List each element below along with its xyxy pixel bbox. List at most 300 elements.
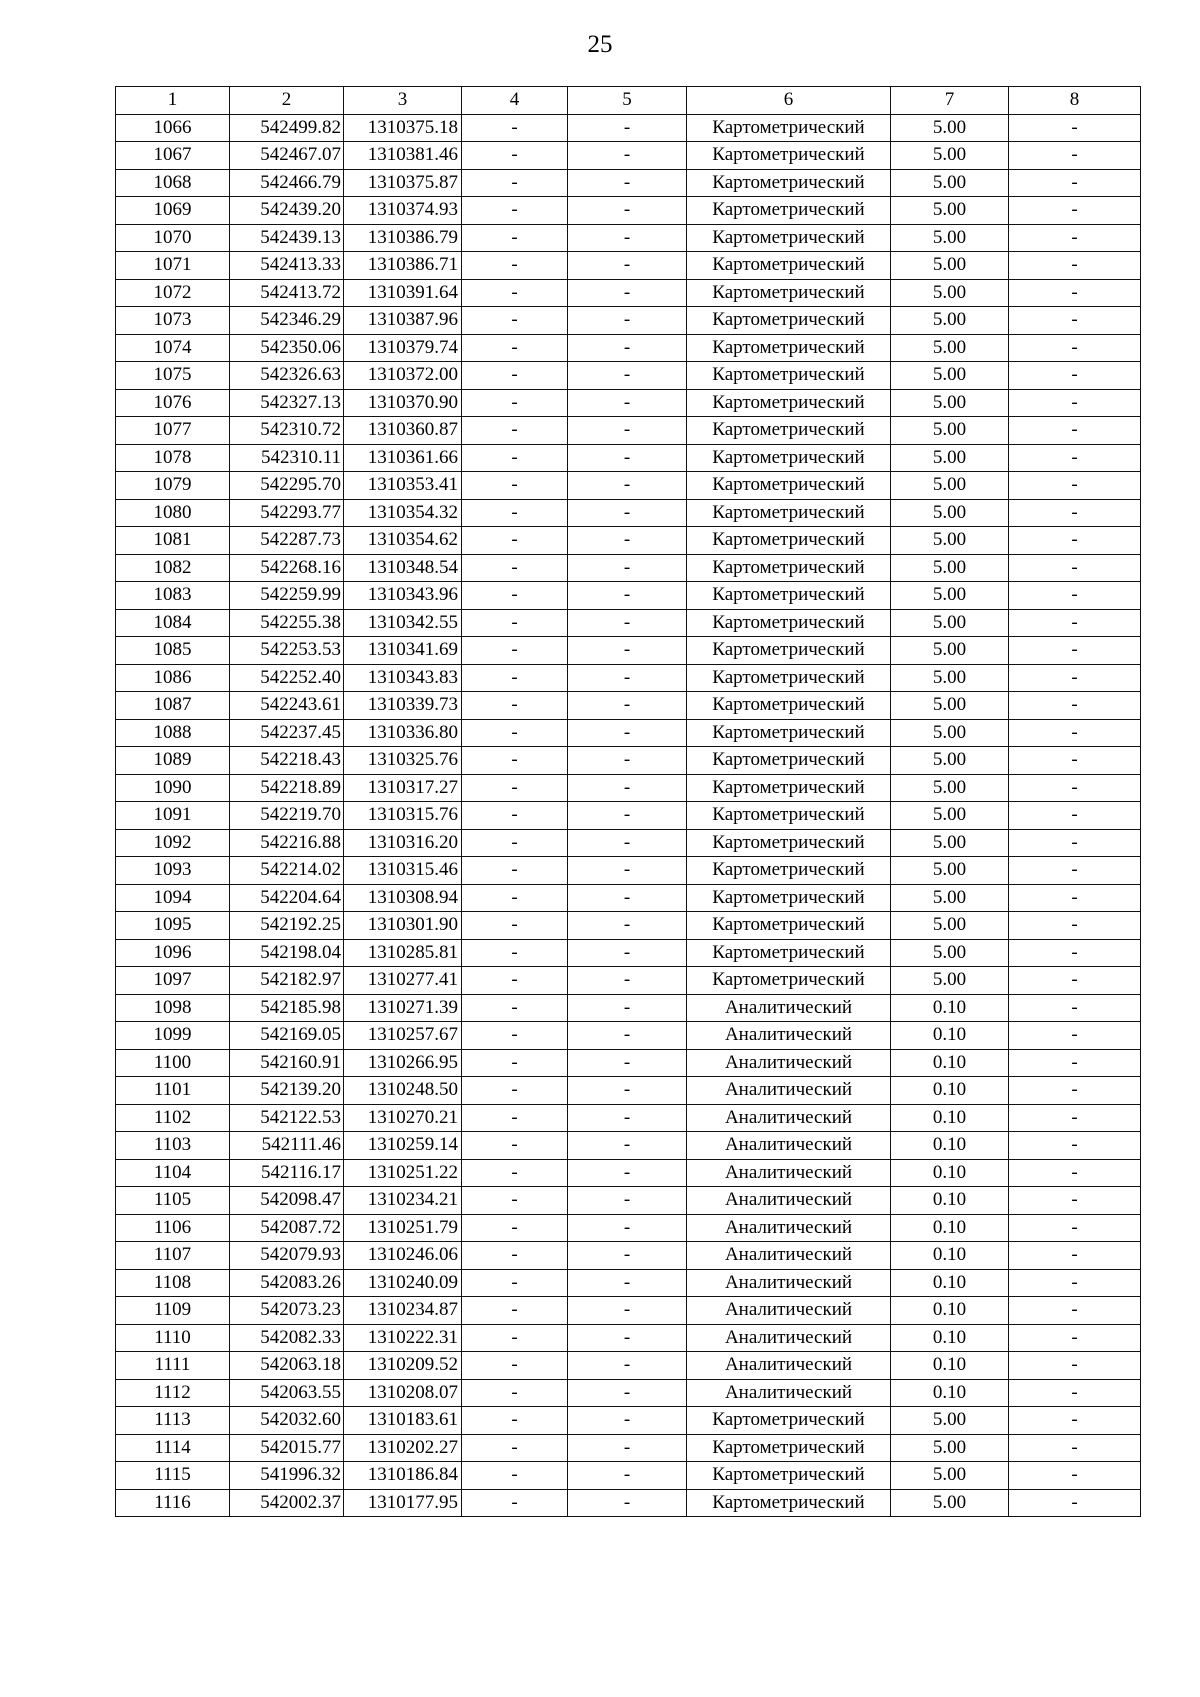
table-row <box>116 1242 1141 1270</box>
point-number-cell: 1105 <box>116 1187 230 1215</box>
y-coordinate-cell: 1310316.20 <box>344 829 462 857</box>
x-coordinate-cell: 542185.98 <box>230 994 344 1022</box>
col5-cell: - <box>568 1049 687 1077</box>
col4-cell: - <box>462 279 568 307</box>
column-header: 4 <box>462 87 568 115</box>
col5-cell: - <box>568 1297 687 1325</box>
table-header-row <box>116 87 1141 115</box>
method-cell: Картометрический <box>687 444 891 472</box>
y-coordinate-cell: 1310259.14 <box>344 1132 462 1160</box>
col8-cell: - <box>1009 884 1141 912</box>
x-coordinate-cell: 542467.07 <box>230 142 344 170</box>
y-coordinate-cell: 1310308.94 <box>344 884 462 912</box>
col5-cell: - <box>568 1132 687 1160</box>
point-number-cell: 1087 <box>116 692 230 720</box>
col4-cell: - <box>462 1049 568 1077</box>
method-cell: Аналитический <box>687 1104 891 1132</box>
col8-cell: - <box>1009 774 1141 802</box>
coordinates-table <box>115 86 1141 1517</box>
table-row <box>116 1352 1141 1380</box>
y-coordinate-cell: 1310353.41 <box>344 472 462 500</box>
method-cell: Картометрический <box>687 637 891 665</box>
x-coordinate-cell: 542182.97 <box>230 967 344 995</box>
point-number-cell: 1075 <box>116 362 230 390</box>
method-cell: Картометрический <box>687 252 891 280</box>
x-coordinate-cell: 542295.70 <box>230 472 344 500</box>
x-coordinate-cell: 542293.77 <box>230 499 344 527</box>
table-row <box>116 307 1141 335</box>
table-row <box>116 692 1141 720</box>
y-coordinate-cell: 1310379.74 <box>344 334 462 362</box>
table-row <box>116 527 1141 555</box>
table-row <box>116 417 1141 445</box>
col8-cell: - <box>1009 1104 1141 1132</box>
col4-cell: - <box>462 307 568 335</box>
x-coordinate-cell: 542439.13 <box>230 224 344 252</box>
col8-cell: - <box>1009 1159 1141 1187</box>
col4-cell: - <box>462 1187 568 1215</box>
x-coordinate-cell: 542413.72 <box>230 279 344 307</box>
accuracy-cell: 5.00 <box>891 774 1009 802</box>
col4-cell: - <box>462 1379 568 1407</box>
y-coordinate-cell: 1310222.31 <box>344 1324 462 1352</box>
col8-cell: - <box>1009 802 1141 830</box>
col5-cell: - <box>568 747 687 775</box>
col5-cell: - <box>568 1242 687 1270</box>
y-coordinate-cell: 1310387.96 <box>344 307 462 335</box>
x-coordinate-cell: 542466.79 <box>230 169 344 197</box>
table-row <box>116 252 1141 280</box>
point-number-cell: 1103 <box>116 1132 230 1160</box>
table-row <box>116 609 1141 637</box>
table-row <box>116 169 1141 197</box>
col4-cell: - <box>462 472 568 500</box>
method-cell: Аналитический <box>687 1352 891 1380</box>
x-coordinate-cell: 542192.25 <box>230 912 344 940</box>
method-cell: Картометрический <box>687 719 891 747</box>
col5-cell: - <box>568 499 687 527</box>
col5-cell: - <box>568 1187 687 1215</box>
table-row <box>116 142 1141 170</box>
accuracy-cell: 0.10 <box>891 994 1009 1022</box>
point-number-cell: 1114 <box>116 1434 230 1462</box>
col5-cell: - <box>568 114 687 142</box>
accuracy-cell: 5.00 <box>891 417 1009 445</box>
table-row <box>116 747 1141 775</box>
col5-cell: - <box>568 444 687 472</box>
accuracy-cell: 5.00 <box>891 142 1009 170</box>
y-coordinate-cell: 1310386.79 <box>344 224 462 252</box>
col5-cell: - <box>568 912 687 940</box>
accuracy-cell: 0.10 <box>891 1022 1009 1050</box>
accuracy-cell: 0.10 <box>891 1269 1009 1297</box>
y-coordinate-cell: 1310348.54 <box>344 554 462 582</box>
point-number-cell: 1081 <box>116 527 230 555</box>
col8-cell: - <box>1009 1269 1141 1297</box>
y-coordinate-cell: 1310234.87 <box>344 1297 462 1325</box>
table-row <box>116 912 1141 940</box>
method-cell: Картометрический <box>687 1489 891 1517</box>
x-coordinate-cell: 542204.64 <box>230 884 344 912</box>
table-row <box>116 334 1141 362</box>
method-cell: Картометрический <box>687 417 891 445</box>
col5-cell: - <box>568 224 687 252</box>
col8-cell: - <box>1009 1352 1141 1380</box>
col5-cell: - <box>568 1379 687 1407</box>
accuracy-cell: 5.00 <box>891 637 1009 665</box>
y-coordinate-cell: 1310372.00 <box>344 362 462 390</box>
method-cell: Аналитический <box>687 994 891 1022</box>
y-coordinate-cell: 1310186.84 <box>344 1462 462 1490</box>
y-coordinate-cell: 1310370.90 <box>344 389 462 417</box>
y-coordinate-cell: 1310342.55 <box>344 609 462 637</box>
y-coordinate-cell: 1310375.87 <box>344 169 462 197</box>
y-coordinate-cell: 1310381.46 <box>344 142 462 170</box>
y-coordinate-cell: 1310209.52 <box>344 1352 462 1380</box>
y-coordinate-cell: 1310270.21 <box>344 1104 462 1132</box>
col4-cell: - <box>462 582 568 610</box>
table-row <box>116 1132 1141 1160</box>
accuracy-cell: 5.00 <box>891 472 1009 500</box>
col8-cell: - <box>1009 1132 1141 1160</box>
point-number-cell: 1093 <box>116 857 230 885</box>
accuracy-cell: 5.00 <box>891 719 1009 747</box>
x-coordinate-cell: 542243.61 <box>230 692 344 720</box>
x-coordinate-cell: 542255.38 <box>230 609 344 637</box>
x-coordinate-cell: 542169.05 <box>230 1022 344 1050</box>
col8-cell: - <box>1009 857 1141 885</box>
point-number-cell: 1089 <box>116 747 230 775</box>
method-cell: Картометрический <box>687 499 891 527</box>
table-row <box>116 197 1141 225</box>
table-row <box>116 802 1141 830</box>
y-coordinate-cell: 1310315.46 <box>344 857 462 885</box>
col8-cell: - <box>1009 1022 1141 1050</box>
col4-cell: - <box>462 417 568 445</box>
point-number-cell: 1078 <box>116 444 230 472</box>
y-coordinate-cell: 1310343.83 <box>344 664 462 692</box>
x-coordinate-cell: 542216.88 <box>230 829 344 857</box>
x-coordinate-cell: 542310.11 <box>230 444 344 472</box>
col5-cell: - <box>568 719 687 747</box>
col5-cell: - <box>568 1269 687 1297</box>
y-coordinate-cell: 1310248.50 <box>344 1077 462 1105</box>
point-number-cell: 1111 <box>116 1352 230 1380</box>
x-coordinate-cell: 542073.23 <box>230 1297 344 1325</box>
col4-cell: - <box>462 252 568 280</box>
x-coordinate-cell: 542079.93 <box>230 1242 344 1270</box>
col4-cell: - <box>462 774 568 802</box>
col4-cell: - <box>462 169 568 197</box>
x-coordinate-cell: 542063.18 <box>230 1352 344 1380</box>
y-coordinate-cell: 1310317.27 <box>344 774 462 802</box>
col8-cell: - <box>1009 169 1141 197</box>
col8-cell: - <box>1009 224 1141 252</box>
method-cell: Аналитический <box>687 1159 891 1187</box>
col5-cell: - <box>568 1489 687 1517</box>
col4-cell: - <box>462 334 568 362</box>
table-row <box>116 967 1141 995</box>
x-coordinate-cell: 542139.20 <box>230 1077 344 1105</box>
col8-cell: - <box>1009 389 1141 417</box>
col5-cell: - <box>568 829 687 857</box>
col8-cell: - <box>1009 994 1141 1022</box>
accuracy-cell: 5.00 <box>891 692 1009 720</box>
col4-cell: - <box>462 114 568 142</box>
x-coordinate-cell: 542310.72 <box>230 417 344 445</box>
table-row <box>116 472 1141 500</box>
y-coordinate-cell: 1310183.61 <box>344 1407 462 1435</box>
method-cell: Аналитический <box>687 1132 891 1160</box>
point-number-cell: 1076 <box>116 389 230 417</box>
y-coordinate-cell: 1310374.93 <box>344 197 462 225</box>
method-cell: Картометрический <box>687 802 891 830</box>
table-row <box>116 1187 1141 1215</box>
x-coordinate-cell: 542083.26 <box>230 1269 344 1297</box>
point-number-cell: 1108 <box>116 1269 230 1297</box>
col4-cell: - <box>462 1242 568 1270</box>
col4-cell: - <box>462 609 568 637</box>
point-number-cell: 1115 <box>116 1462 230 1490</box>
table-body <box>116 114 1141 1517</box>
method-cell: Аналитический <box>687 1297 891 1325</box>
point-number-cell: 1101 <box>116 1077 230 1105</box>
col8-cell: - <box>1009 1489 1141 1517</box>
col8-cell: - <box>1009 1407 1141 1435</box>
method-cell: Картометрический <box>687 967 891 995</box>
method-cell: Картометрический <box>687 857 891 885</box>
col8-cell: - <box>1009 1324 1141 1352</box>
col8-cell: - <box>1009 719 1141 747</box>
y-coordinate-cell: 1310277.41 <box>344 967 462 995</box>
col8-cell: - <box>1009 334 1141 362</box>
col4-cell: - <box>462 1077 568 1105</box>
col8-cell: - <box>1009 1297 1141 1325</box>
method-cell: Картометрический <box>687 1434 891 1462</box>
accuracy-cell: 5.00 <box>891 389 1009 417</box>
method-cell: Картометрический <box>687 747 891 775</box>
accuracy-cell: 5.00 <box>891 884 1009 912</box>
table-row <box>116 884 1141 912</box>
point-number-cell: 1116 <box>116 1489 230 1517</box>
x-coordinate-cell: 542219.70 <box>230 802 344 830</box>
accuracy-cell: 5.00 <box>891 554 1009 582</box>
method-cell: Картометрический <box>687 389 891 417</box>
point-number-cell: 1098 <box>116 994 230 1022</box>
accuracy-cell: 0.10 <box>891 1049 1009 1077</box>
table-row <box>116 362 1141 390</box>
point-number-cell: 1109 <box>116 1297 230 1325</box>
method-cell: Аналитический <box>687 1187 891 1215</box>
accuracy-cell: 5.00 <box>891 829 1009 857</box>
accuracy-cell: 5.00 <box>891 527 1009 555</box>
accuracy-cell: 0.10 <box>891 1379 1009 1407</box>
accuracy-cell: 0.10 <box>891 1242 1009 1270</box>
table-row <box>116 1434 1141 1462</box>
accuracy-cell: 5.00 <box>891 664 1009 692</box>
col4-cell: - <box>462 747 568 775</box>
x-coordinate-cell: 542350.06 <box>230 334 344 362</box>
method-cell: Картометрический <box>687 114 891 142</box>
table-row <box>116 1489 1141 1517</box>
point-number-cell: 1070 <box>116 224 230 252</box>
table-row <box>116 1462 1141 1490</box>
method-cell: Картометрический <box>687 279 891 307</box>
col4-cell: - <box>462 912 568 940</box>
y-coordinate-cell: 1310315.76 <box>344 802 462 830</box>
col8-cell: - <box>1009 417 1141 445</box>
point-number-cell: 1067 <box>116 142 230 170</box>
col8-cell: - <box>1009 664 1141 692</box>
accuracy-cell: 5.00 <box>891 499 1009 527</box>
col8-cell: - <box>1009 142 1141 170</box>
y-coordinate-cell: 1310341.69 <box>344 637 462 665</box>
col8-cell: - <box>1009 1049 1141 1077</box>
method-cell: Картометрический <box>687 774 891 802</box>
method-cell: Картометрический <box>687 554 891 582</box>
x-coordinate-cell: 542252.40 <box>230 664 344 692</box>
col4-cell: - <box>462 857 568 885</box>
method-cell: Картометрический <box>687 224 891 252</box>
point-number-cell: 1084 <box>116 609 230 637</box>
table-row <box>116 1297 1141 1325</box>
x-coordinate-cell: 542439.20 <box>230 197 344 225</box>
point-number-cell: 1068 <box>116 169 230 197</box>
col5-cell: - <box>568 279 687 307</box>
x-coordinate-cell: 542237.45 <box>230 719 344 747</box>
col4-cell: - <box>462 802 568 830</box>
method-cell: Картометрический <box>687 362 891 390</box>
x-coordinate-cell: 542268.16 <box>230 554 344 582</box>
method-cell: Картометрический <box>687 664 891 692</box>
col8-cell: - <box>1009 1434 1141 1462</box>
method-cell: Картометрический <box>687 609 891 637</box>
col4-cell: - <box>462 1022 568 1050</box>
col4-cell: - <box>462 719 568 747</box>
col5-cell: - <box>568 994 687 1022</box>
table-row <box>116 637 1141 665</box>
point-number-cell: 1085 <box>116 637 230 665</box>
point-number-cell: 1100 <box>116 1049 230 1077</box>
method-cell: Картометрический <box>687 1462 891 1490</box>
col5-cell: - <box>568 582 687 610</box>
col5-cell: - <box>568 1077 687 1105</box>
method-cell: Картометрический <box>687 1407 891 1435</box>
table-row <box>116 224 1141 252</box>
table-row <box>116 1022 1141 1050</box>
table-row <box>116 389 1141 417</box>
col4-cell: - <box>462 499 568 527</box>
col4-cell: - <box>462 1324 568 1352</box>
point-number-cell: 1096 <box>116 939 230 967</box>
table-row <box>116 444 1141 472</box>
point-number-cell: 1102 <box>116 1104 230 1132</box>
method-cell: Картометрический <box>687 169 891 197</box>
col5-cell: - <box>568 884 687 912</box>
col5-cell: - <box>568 1434 687 1462</box>
y-coordinate-cell: 1310271.39 <box>344 994 462 1022</box>
col8-cell: - <box>1009 554 1141 582</box>
table-row <box>116 1159 1141 1187</box>
point-number-cell: 1066 <box>116 114 230 142</box>
table-row <box>116 1049 1141 1077</box>
y-coordinate-cell: 1310386.71 <box>344 252 462 280</box>
method-cell: Картометрический <box>687 334 891 362</box>
col4-cell: - <box>462 142 568 170</box>
col5-cell: - <box>568 1407 687 1435</box>
col5-cell: - <box>568 554 687 582</box>
accuracy-cell: 0.10 <box>891 1077 1009 1105</box>
col5-cell: - <box>568 334 687 362</box>
col4-cell: - <box>462 1489 568 1517</box>
point-number-cell: 1071 <box>116 252 230 280</box>
y-coordinate-cell: 1310202.27 <box>344 1434 462 1462</box>
x-coordinate-cell: 542111.46 <box>230 1132 344 1160</box>
table-row <box>116 1104 1141 1132</box>
method-cell: Картометрический <box>687 527 891 555</box>
page-number: 25 <box>587 31 613 58</box>
table-row <box>116 1269 1141 1297</box>
col5-cell: - <box>568 472 687 500</box>
col4-cell: - <box>462 1104 568 1132</box>
column-header: 8 <box>1009 87 1141 115</box>
col5-cell: - <box>568 307 687 335</box>
col8-cell: - <box>1009 307 1141 335</box>
y-coordinate-cell: 1310361.66 <box>344 444 462 472</box>
col8-cell: - <box>1009 912 1141 940</box>
point-number-cell: 1069 <box>116 197 230 225</box>
x-coordinate-cell: 542413.33 <box>230 252 344 280</box>
method-cell: Аналитический <box>687 1269 891 1297</box>
column-header: 6 <box>687 87 891 115</box>
point-number-cell: 1091 <box>116 802 230 830</box>
table-row <box>116 499 1141 527</box>
point-number-cell: 1110 <box>116 1324 230 1352</box>
accuracy-cell: 5.00 <box>891 197 1009 225</box>
col8-cell: - <box>1009 114 1141 142</box>
point-number-cell: 1092 <box>116 829 230 857</box>
x-coordinate-cell: 542346.29 <box>230 307 344 335</box>
x-coordinate-cell: 542326.63 <box>230 362 344 390</box>
col8-cell: - <box>1009 279 1141 307</box>
column-header: 2 <box>230 87 344 115</box>
col4-cell: - <box>462 994 568 1022</box>
col8-cell: - <box>1009 939 1141 967</box>
accuracy-cell: 0.10 <box>891 1159 1009 1187</box>
method-cell: Аналитический <box>687 1049 891 1077</box>
col8-cell: - <box>1009 362 1141 390</box>
y-coordinate-cell: 1310343.96 <box>344 582 462 610</box>
col5-cell: - <box>568 857 687 885</box>
accuracy-cell: 5.00 <box>891 444 1009 472</box>
x-coordinate-cell: 542218.89 <box>230 774 344 802</box>
col5-cell: - <box>568 774 687 802</box>
y-coordinate-cell: 1310354.62 <box>344 527 462 555</box>
accuracy-cell: 5.00 <box>891 362 1009 390</box>
point-number-cell: 1079 <box>116 472 230 500</box>
col5-cell: - <box>568 1324 687 1352</box>
y-coordinate-cell: 1310240.09 <box>344 1269 462 1297</box>
x-coordinate-cell: 542198.04 <box>230 939 344 967</box>
accuracy-cell: 0.10 <box>891 1187 1009 1215</box>
col8-cell: - <box>1009 609 1141 637</box>
col5-cell: - <box>568 967 687 995</box>
col4-cell: - <box>462 1462 568 1490</box>
x-coordinate-cell: 542116.17 <box>230 1159 344 1187</box>
col8-cell: - <box>1009 527 1141 555</box>
col4-cell: - <box>462 692 568 720</box>
col5-cell: - <box>568 1352 687 1380</box>
